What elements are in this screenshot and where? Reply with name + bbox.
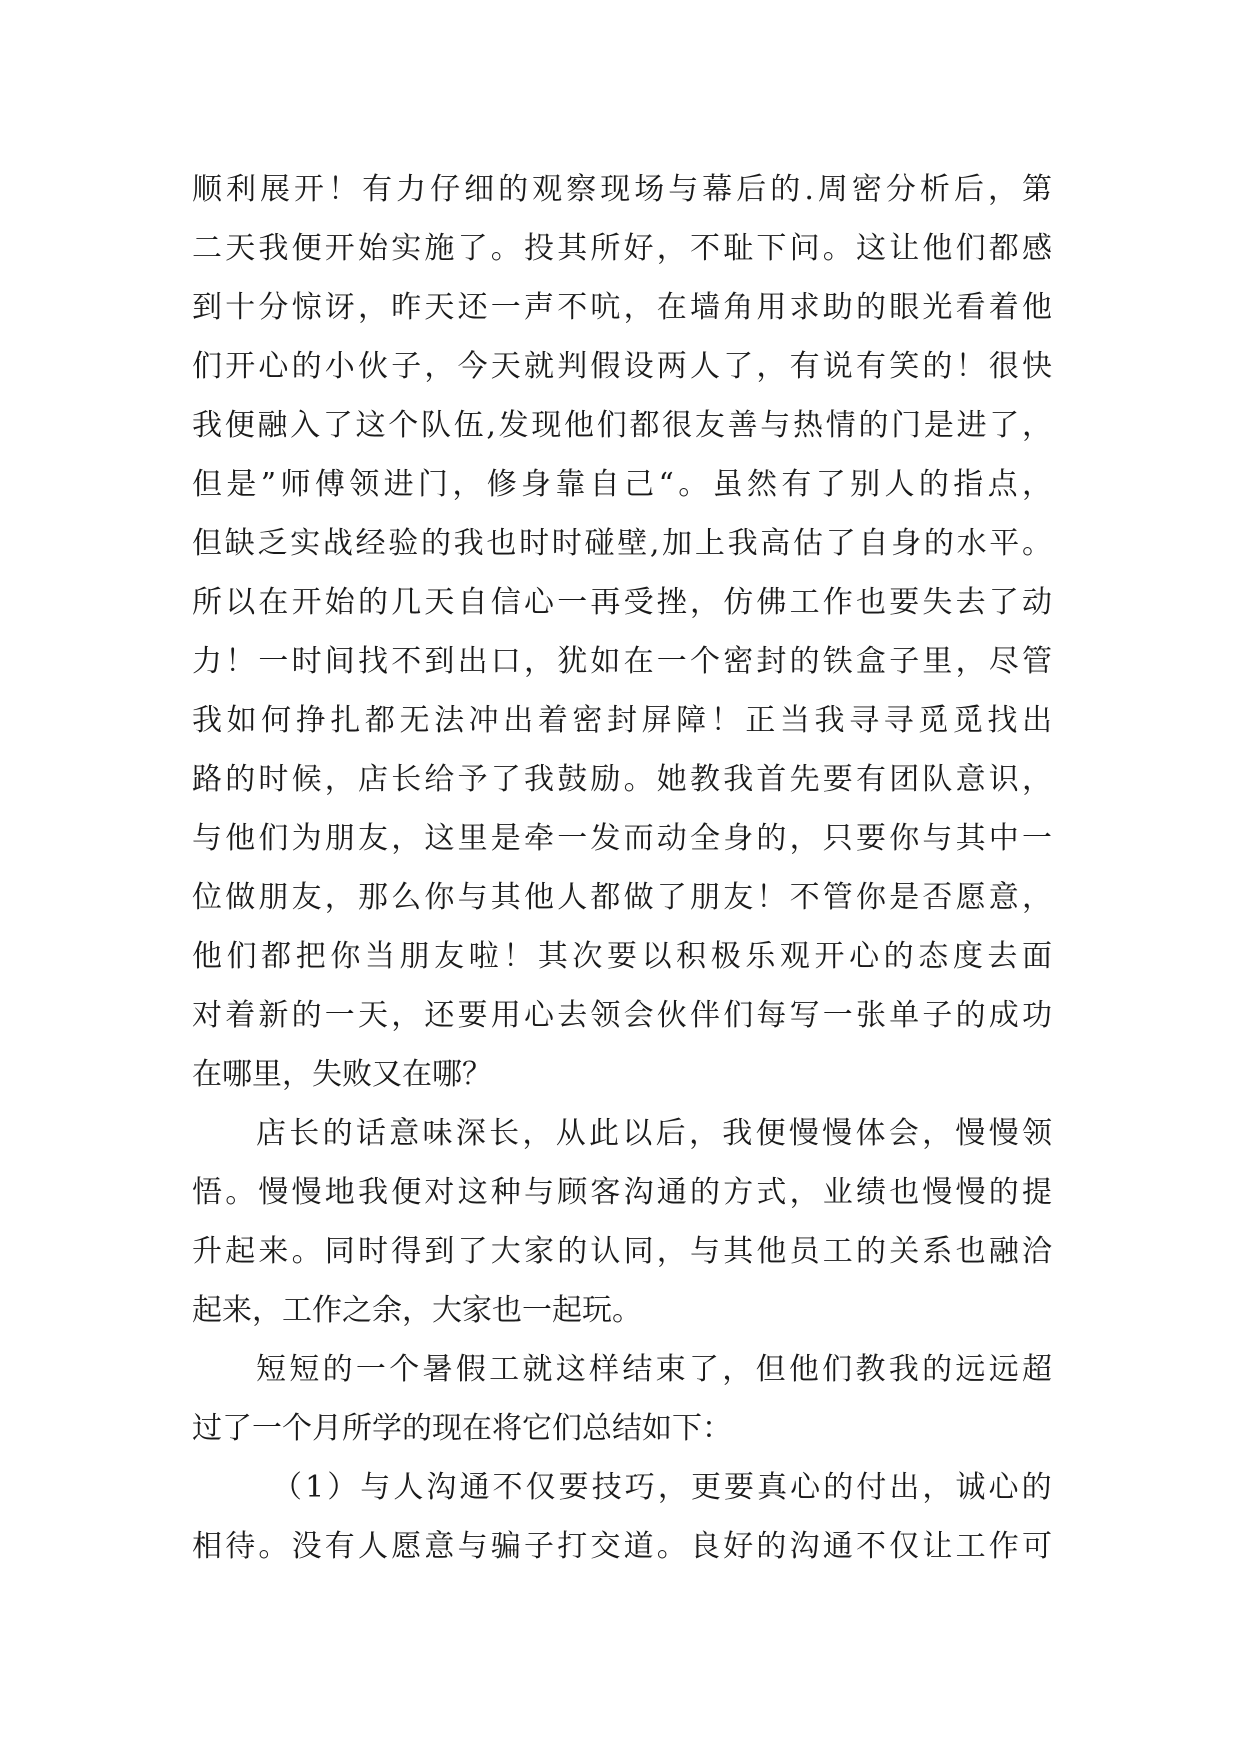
text-line: 相待。没有人愿意与骗子打交道。良好的沟通不仅让工作可 — [192, 1529, 1052, 1564]
text-line: 二天我便开始实施了。投其所好，不耻下问。这让他们都感 — [192, 231, 1052, 266]
text-line: 力！一时间找不到出口，犹如在一个密封的铁盒子里，尽管 — [192, 644, 1052, 679]
text-line: 到十分惊讶，昨天还一声不吭，在墙角用求助的眼光看着他 — [192, 290, 1052, 325]
body-text — [192, 160, 1052, 1576]
text-line: 但缺乏实战经验的我也时时碰壁,加上我高估了自身的水平。 — [192, 526, 1052, 561]
text-line: 他们都把你当朋友啦！其次要以积极乐观开心的态度去面 — [192, 939, 1052, 974]
paragraph-start-line: 店长的话意味深长，从此以后，我便慢慢体会，慢慢领 — [256, 1116, 1052, 1151]
paragraph-start-line: 短短的一个暑假工就这样结束了，但他们教我的远远超 — [256, 1352, 1052, 1387]
text-line: 过了一个月所学的现在将它们总结如下： — [192, 1411, 732, 1446]
text-line: 所以在开始的几天自信心一再受挫，仿佛工作也要失去了动 — [192, 585, 1052, 620]
text-line: 对着新的一天，还要用心去领会伙伴们每写一张单子的成功 — [192, 998, 1052, 1033]
text-line: 们开心的小伙子，今天就判假设两人了，有说有笑的！很快 — [192, 349, 1052, 384]
text-line: 起来，工作之余，大家也一起玩。 — [192, 1293, 642, 1328]
text-line: 路的时候，店长给予了我鼓励。她教我首先要有团队意识， — [192, 762, 1052, 797]
text-line: 位做朋友，那么你与其他人都做了朋友！不管你是否愿意， — [192, 880, 1052, 915]
text-line: 升起来。同时得到了大家的认同，与其他员工的关系也融洽 — [192, 1234, 1052, 1269]
text-line: 与他们为朋友，这里是牵一发而动全身的，只要你与其中一 — [192, 821, 1052, 856]
text-line: 我便融入了这个队伍,发现他们都很友善与热情的门是进了， — [192, 408, 1052, 443]
list-item-line: （1）与人沟通不仅要技巧，更要真心的付出，诚心的 — [272, 1470, 1052, 1505]
text-line: 但是”师傅领进门，修身靠自己“。虽然有了别人的指点， — [192, 467, 1052, 502]
text-line: 我如何挣扎都无法冲出着密封屏障！正当我寻寻觅觅找出 — [192, 703, 1052, 738]
text-line: 顺利展开！有力仔细的观察现场与幕后的.周密分析后，第 — [192, 172, 1052, 207]
text-line: 悟。慢慢地我便对这种与顾客沟通的方式，业绩也慢慢的提 — [192, 1175, 1052, 1210]
text-line: 在哪里，失败又在哪？ — [192, 1057, 492, 1092]
